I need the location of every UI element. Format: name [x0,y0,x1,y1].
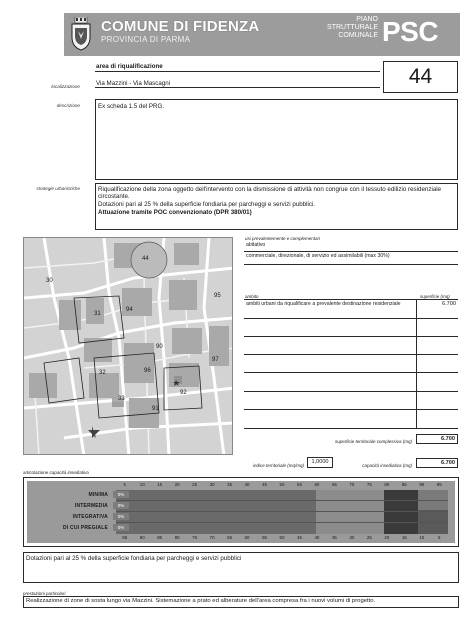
ambiti-row-1 [244,300,458,319]
strategie-bold-line: Attuazione tramite POC convenzionato (DPR 380/01) [98,209,252,216]
descrizione-value: Ex scheda 1.5 del PRG. [98,103,165,110]
location-map [23,237,233,455]
dotazioni-note: Dotazioni pari al 25 % della superficie fondiaria per parcheggi e servizi pubblici [26,555,242,562]
province-subtitle: PROVINCIA DI PARMA [101,35,191,44]
map-label-92: 92 [180,390,187,396]
bottom-scale-tick: 20 [384,535,390,540]
cap-pct-intermedia: 0% [113,502,129,509]
top-scale-tick: 40 [244,482,250,487]
top-scale-tick: 50 [279,482,285,487]
map-label-90: 90 [156,344,163,350]
bottom-scale-tick: 70 [209,535,215,540]
top-scale-tick: 75 [366,482,372,487]
index-value: 1,0000 [311,459,329,465]
top-scale-tick: 45 [262,482,267,487]
map-label-33: 33 [118,396,125,402]
top-scale-tick: 25 [192,482,198,487]
map-label-95: 95 [214,293,221,299]
plan-line-2: STRUTTURALE [327,24,378,31]
bar-rule-3 [116,522,448,523]
cap-label-minima: MINIMA [88,492,108,498]
top-scale-tick: 35 [227,482,233,487]
bottom-scale-tick: 75 [192,535,198,540]
map-label-94: 94 [126,307,133,313]
bar-segment-main [116,490,316,534]
sheet-title-field [95,63,380,72]
bottom-scale-tick: 85 [157,535,163,540]
localizzazione-field [95,79,380,88]
prestazioni-label: prestazioni particolari [23,591,66,596]
top-scale-tick: 95 [436,482,442,487]
top-scale-tick: 15 [157,482,163,487]
ambiti-row-5 [244,373,458,392]
cap-label-intermedia: INTERMEDIA [74,503,108,509]
ambiti-col-superficie: superficie (mq) [420,294,450,299]
top-scale [24,482,460,489]
bottom-scale-tick: 25 [366,535,372,540]
map-label-30: 30 [46,278,53,284]
bar-rule-1 [116,500,448,501]
top-scale-tick: 65 [331,482,337,487]
top-scale-tick: 30 [209,482,215,487]
strategie-line-1: Riqualificazione della zona oggetto dell'intervento con la dismissione di attività non congrue con il tessuto edilizio residenziale circostante. [98,186,442,201]
descrizione-label: descrizione [56,103,80,108]
ambiti-row-4 [244,355,458,373]
top-scale-tick: 10 [139,482,145,487]
cap-label-integrativa: INTEGRATIVA [72,514,108,520]
bottom-scale-tick: 15 [401,535,407,540]
total-box [416,434,458,444]
descrizione-box [95,99,458,180]
cap-pct-integrativa: 0% [113,513,129,520]
localizzazione-value: Via Mazzini - Via Mascagni [96,80,171,87]
prestazioni-box [23,596,459,608]
bottom-scale-tick: 5 [438,535,441,540]
usi-label: usi prevalentemente e complementari [245,236,321,241]
bottom-scale-tick: 30 [349,535,355,540]
top-scale-tick: 80 [384,482,390,487]
top-scale-tick: 55 [297,482,302,487]
top-scale-tick: 90 [419,482,425,487]
strategie-line-2: Dotazioni pari al 25 % della superficie fondiaria per parcheggi e servizi pubblici. [98,201,316,208]
plan-name [312,16,378,40]
map-label-31: 31 [94,311,101,317]
ambiti-row-7 [244,410,458,429]
sheet-number-box [383,61,458,93]
bar-segment-mid [316,490,384,534]
capacity-value: 6.700 [441,460,455,466]
bottom-scale-tick: 95 [122,535,128,540]
coat-of-arms-icon [70,17,92,51]
ambiti-col-divider [416,300,417,429]
plan-acronym: PSC [382,16,439,47]
capacita-title: articolazione capacità insediativa [23,470,89,475]
ambiti-col-ambito: ambito [245,294,259,299]
usi-row-2 [244,252,458,265]
usi-item-2: commerciale, direzionale, di servizio ed assimilabili (max 30%) [246,253,390,259]
bottom-scale-tick: 60 [244,535,250,540]
capacity-bar [116,490,448,534]
capacita-panel [23,477,459,547]
dotazioni-box [23,552,459,583]
strategie-box [95,183,458,230]
ambiti-row-6 [244,392,458,410]
map-label-97: 97 [212,357,219,363]
ambiti-row-1-value: 6.700 [442,301,456,307]
bar-rule-2 [116,511,448,512]
top-scale-tick: 85 [401,482,407,487]
prestazioni-value: Realizzazione di zone di sosta lungo via Mazzini. Sistemazione a prato ed alberature dell'area compresa fra i nuovi volumi di progetto. [26,598,376,604]
bottom-scale-tick: 40 [314,535,320,540]
map-label-96: 96 [144,368,151,374]
map-label-32: 32 [99,370,106,376]
total-label: superficie territoriale complessiva (mq) [334,439,412,444]
capacity-label: capacità insediativa (mq) [362,463,412,468]
capacity-box [416,458,458,468]
ambiti-row-3 [244,337,458,355]
index-label: indice territoriale (mq/mq) [252,463,304,468]
cap-pct-pregiale: 0% [113,524,129,531]
bar-segment-dark [384,490,418,534]
localizzazione-label: localizzazione [51,84,80,89]
bottom-scale-tick: 65 [227,535,233,540]
top-scale-tick: 5 [123,482,126,487]
map-drawing [24,238,233,455]
bottom-scale-tick: 50 [279,535,285,540]
bottom-scale [24,535,460,542]
bottom-scale-tick: 80 [174,535,180,540]
bottom-scale-tick: 90 [139,535,145,540]
top-scale-tick: 60 [314,482,320,487]
strategie-label: strategie urbanistiche [36,186,80,191]
sheet-number: 44 [408,65,433,88]
map-label-44: 44 [142,256,149,262]
top-scale-tick: 20 [174,482,180,487]
bottom-scale-tick: 35 [331,535,337,540]
bottom-scale-tick: 55 [262,535,267,540]
plan-line-3: COMUNALE [338,32,378,39]
ambiti-row-2 [244,319,458,337]
cap-label-pregiale: DI CUI PREGIALE [63,525,108,531]
usi-row-1 [244,241,458,252]
ambiti-row-1-name: ambiti urbani da riqualificare a prevalente destinazione residenziale [246,301,401,307]
map-label-91: 91 [152,406,159,412]
total-value: 6.700 [441,436,455,442]
bottom-scale-tick: 10 [419,535,425,540]
municipality-title: COMUNE DI FIDENZA [101,18,260,35]
sheet-title: area di riqualificazione [96,63,163,70]
plan-line-1: PIANO [356,16,378,23]
cap-pct-minima: 0% [113,491,129,498]
top-scale-tick: 70 [349,482,355,487]
bottom-scale-tick: 45 [297,535,302,540]
usi-item-1: abitativo [246,242,266,248]
